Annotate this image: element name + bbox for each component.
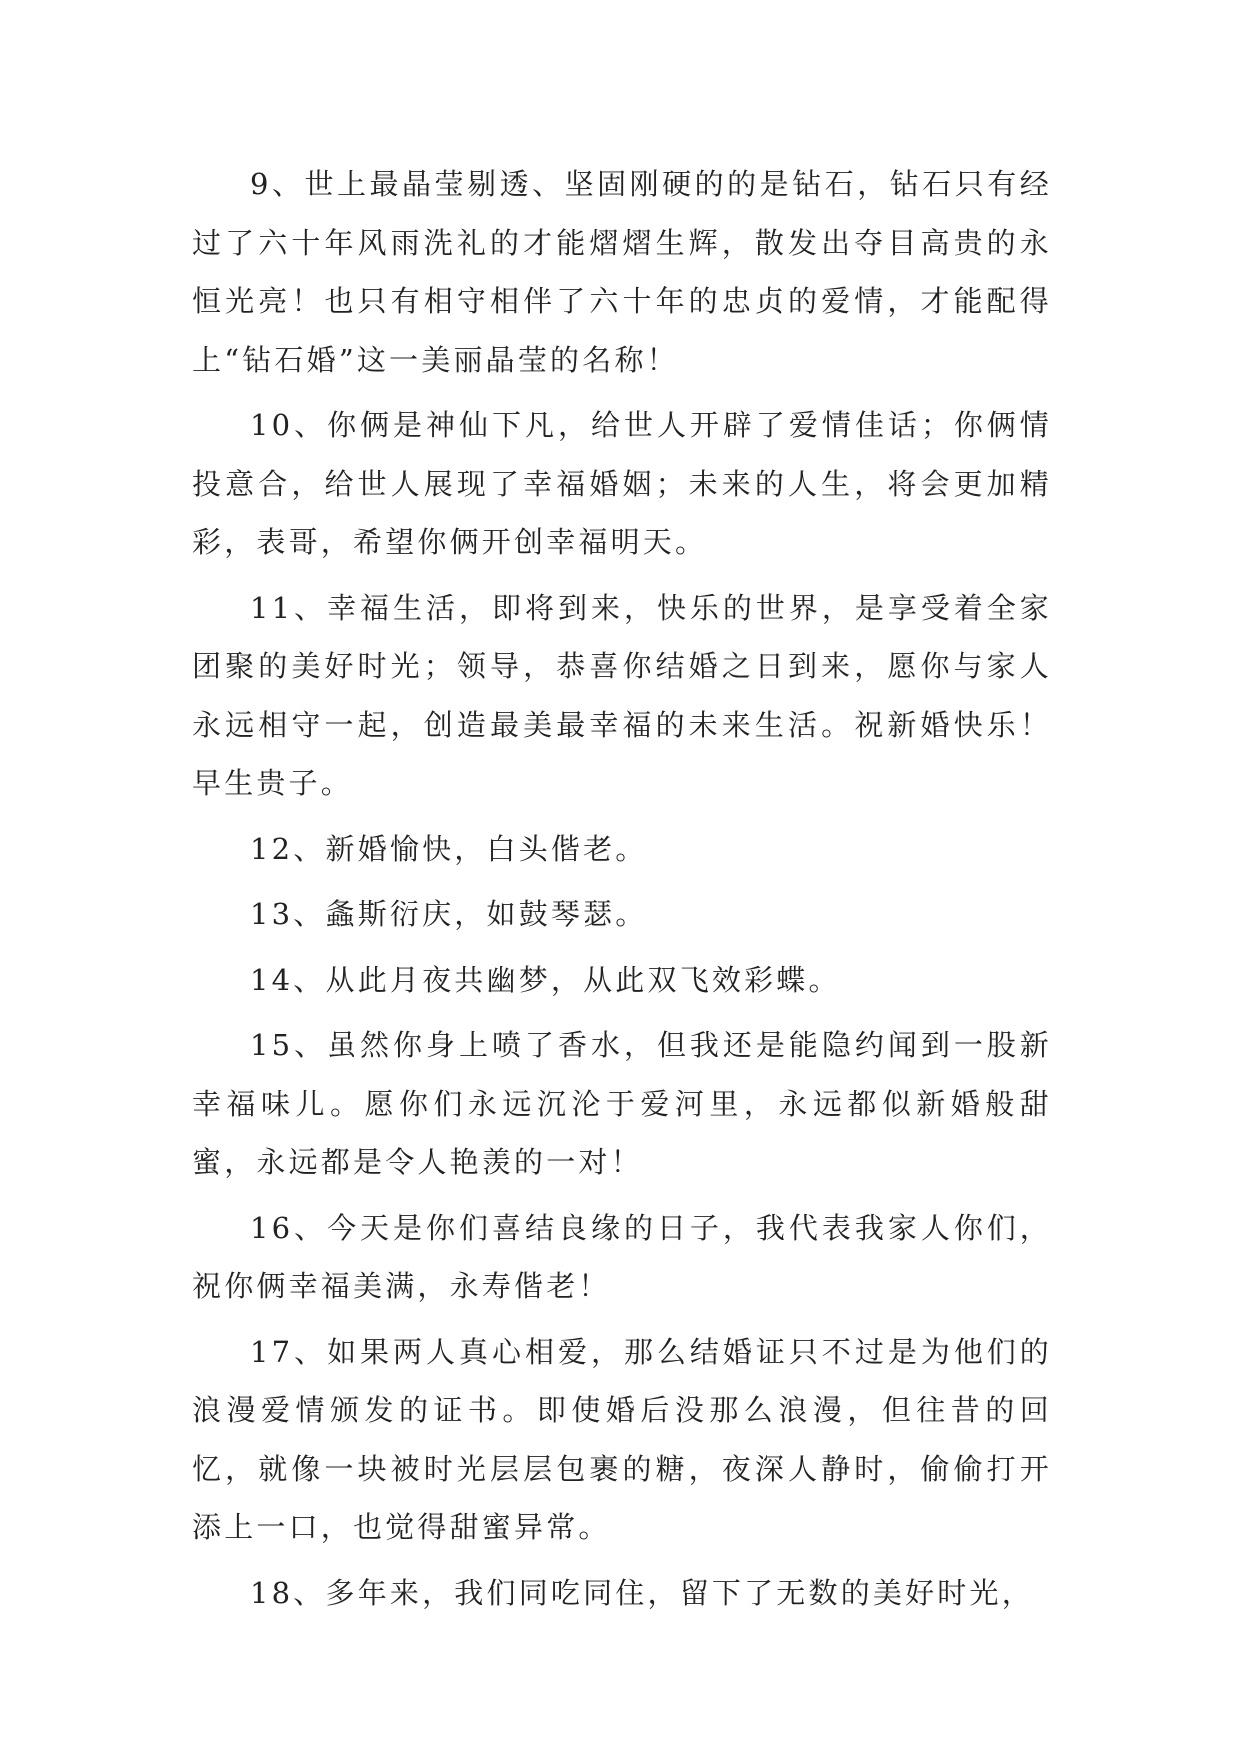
paragraph-18: 18、多年来，我们同吃同住，留下了无数的美好时光， xyxy=(250,1575,1034,1610)
paragraph-16: 16、今天是你们喜结良缘的日子，我代表我家人你们，祝你俩幸福美满，永寿偕老！ xyxy=(192,1210,1052,1303)
paragraph-14: 14、从此月夜共幽梦，从此双飞效彩蝶。 xyxy=(250,962,841,997)
paragraph-9: 9、世上最晶莹剔透、坚固刚硬的的是钻石，钻石只有经过了六十年风雨洗礼的才能熠熠生辉，散发出夺目高贵的永恒光亮！也只有相守相伴了六十年的忠贞的爱情，才能配得上“钻石婚”这一美丽晶莹的名称！ xyxy=(192,167,1052,377)
paragraph-17: 17、如果两人真心相爱，那么结婚证只不过是为他们的浪漫爱情颁发的证书。即使婚后没那么浪漫，但往昔的回忆，就像一块被时光层层包裹的糖，夜深人静时，偷偷打开添上一口，也觉得甜蜜异常。 xyxy=(192,1334,1052,1544)
paragraph-12: 12、新婚愉快，白头偕老。 xyxy=(250,831,648,866)
paragraph-10: 10、你俩是神仙下凡，给世人开辟了爱情佳话；你俩情投意合，给世人展现了幸福婚姻；未来的人生，将会更加精彩，表哥，希望你俩开创幸福明天。 xyxy=(192,408,1052,559)
document-body xyxy=(192,155,1052,1629)
paragraph-11: 11、幸福生活，即将到来，快乐的世界，是享受着全家团聚的美好时光；领导，恭喜你结婚之日到来，愿你与家人永远相守一起，创造最美最幸福的未来生活。祝新婚快乐！早生贵子。 xyxy=(192,590,1052,800)
paragraph-13: 13、螽斯衍庆，如鼓琴瑟。 xyxy=(250,897,648,931)
paragraph-15: 15、虽然你身上喷了香水，但我还是能隐约闻到一股新幸福味儿。愿你们永远沉沦于爱河里，永远都似新婚般甜蜜，永远都是令人艳羡的一对！ xyxy=(192,1028,1052,1179)
